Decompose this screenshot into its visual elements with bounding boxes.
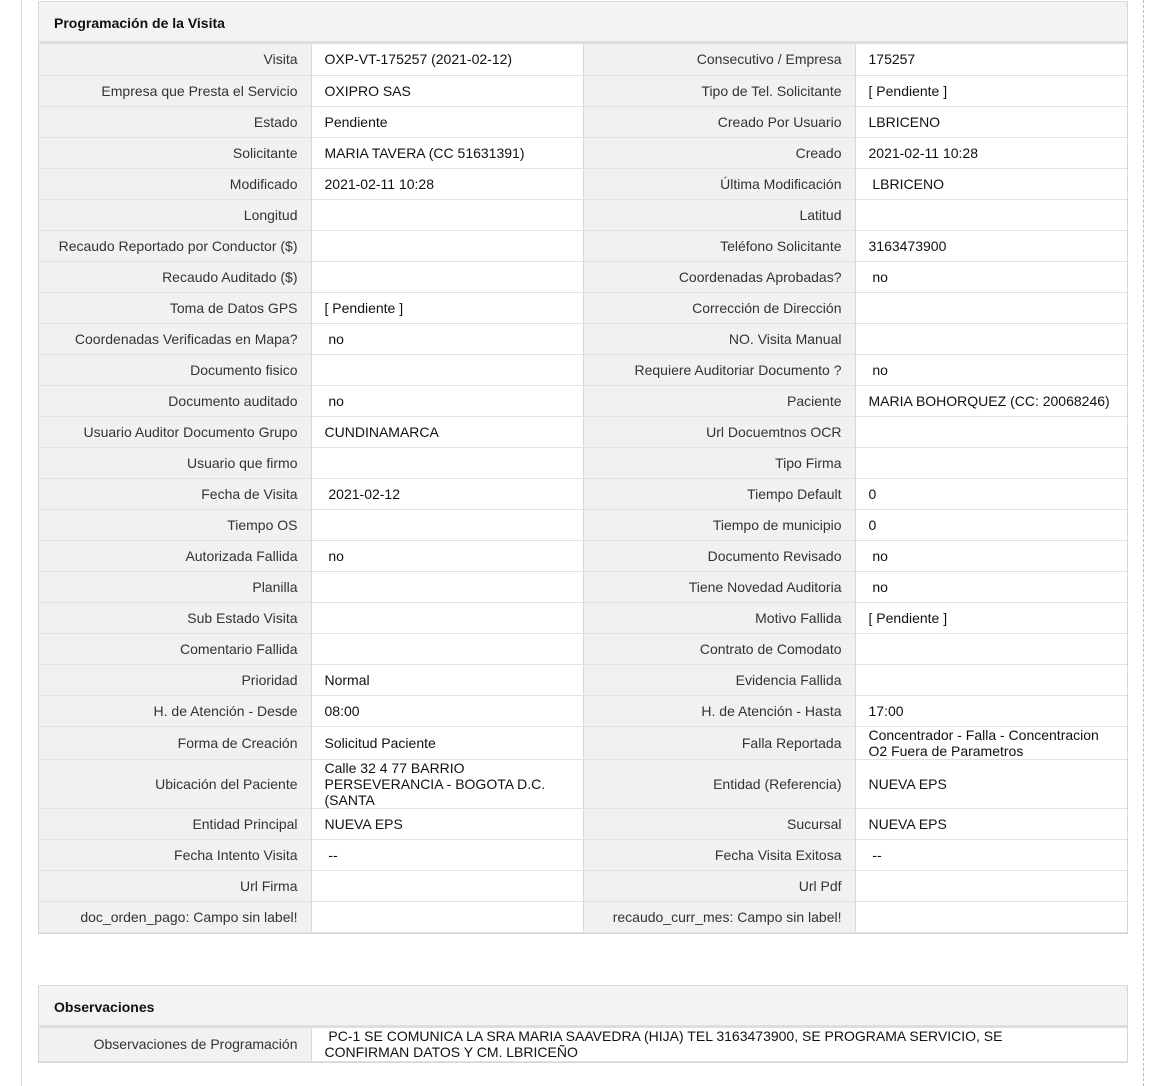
field-value: 2021-02-12 [311, 478, 583, 509]
field-value [855, 323, 1127, 354]
field-label: Entidad Principal [39, 808, 311, 839]
table-row [39, 540, 1127, 571]
field-value [311, 261, 583, 292]
field-label: Modificado [39, 168, 311, 199]
field-value: LBRICENO [855, 106, 1127, 137]
field-value: 3163473900 [855, 230, 1127, 261]
table-row [39, 726, 1127, 759]
field-label: Tiempo Default [583, 478, 855, 509]
field-label: Visita [39, 44, 311, 75]
field-label: Última Modificación [583, 168, 855, 199]
field-value [311, 230, 583, 261]
field-value: Calle 32 4 77 BARRIO PERSEVERANCIA - BOGOTA D.C. (SANTA [311, 759, 583, 808]
field-value [855, 292, 1127, 323]
field-label: Falla Reportada [583, 726, 855, 759]
field-value: Pendiente [311, 106, 583, 137]
field-label: Corrección de Dirección [583, 292, 855, 323]
field-value [855, 416, 1127, 447]
table-row [39, 870, 1127, 901]
field-label: Contrato de Comodato [583, 633, 855, 664]
field-label: Coordenadas Aprobadas? [583, 261, 855, 292]
field-value: MARIA TAVERA (CC 51631391) [311, 137, 583, 168]
field-value: OXIPRO SAS [311, 75, 583, 106]
observaciones-programacion-label: Observaciones de Programación [39, 1028, 311, 1061]
field-value [311, 571, 583, 602]
field-value: no [311, 323, 583, 354]
field-value: no [855, 571, 1127, 602]
field-value: MARIA BOHORQUEZ (CC: 20068246) [855, 385, 1127, 416]
field-label: Longitud [39, 199, 311, 230]
field-label: Ubicación del Paciente [39, 759, 311, 808]
field-label: Usuario Auditor Documento Grupo [39, 416, 311, 447]
field-value: no [311, 540, 583, 571]
field-value: 08:00 [311, 695, 583, 726]
table-row [39, 602, 1127, 633]
field-label: Usuario que firmo [39, 447, 311, 478]
table-row [39, 75, 1127, 106]
field-label: Url Firma [39, 870, 311, 901]
table-row [39, 901, 1127, 932]
table-row [39, 385, 1127, 416]
field-label: Evidencia Fallida [583, 664, 855, 695]
field-label: Recaudo Reportado por Conductor ($) [39, 230, 311, 261]
table-row [39, 571, 1127, 602]
field-label: Tipo Firma [583, 447, 855, 478]
field-value: [ Pendiente ] [311, 292, 583, 323]
table-row [39, 137, 1127, 168]
field-value: 0 [855, 509, 1127, 540]
field-label: Empresa que Presta el Servicio [39, 75, 311, 106]
field-value [311, 901, 583, 932]
field-label: NO. Visita Manual [583, 323, 855, 354]
field-value: [ Pendiente ] [855, 75, 1127, 106]
field-value [311, 509, 583, 540]
field-label: Toma de Datos GPS [39, 292, 311, 323]
field-label: Comentario Fallida [39, 633, 311, 664]
field-value: -- [311, 839, 583, 870]
field-label: Requiere Auditoriar Documento ? [583, 354, 855, 385]
field-label: Fecha de Visita [39, 478, 311, 509]
table-row [39, 199, 1127, 230]
field-label: Latitud [583, 199, 855, 230]
field-label: Autorizada Fallida [39, 540, 311, 571]
field-label: Sub Estado Visita [39, 602, 311, 633]
field-value: Normal [311, 664, 583, 695]
field-label: Entidad (Referencia) [583, 759, 855, 808]
field-value [855, 447, 1127, 478]
table-row [39, 808, 1127, 839]
field-label: Paciente [583, 385, 855, 416]
field-value: Concentrador - Falla - Concentracion O2 Fuera de Parametros [855, 726, 1127, 759]
observaciones-table [39, 1028, 1127, 1062]
table-row [39, 839, 1127, 870]
observaciones-title: Observaciones [39, 986, 1127, 1028]
observaciones-panel [38, 985, 1128, 1063]
field-label: Solicitante [39, 137, 311, 168]
field-value [311, 633, 583, 664]
field-value: no [311, 385, 583, 416]
field-label: Tiene Novedad Auditoria [583, 571, 855, 602]
table-row [39, 416, 1127, 447]
field-value: -- [855, 839, 1127, 870]
field-label: H. de Atención - Desde [39, 695, 311, 726]
observaciones-programacion-value: PC-1 SE COMUNICA LA SRA MARIA SAAVEDRA (HIJA) TEL 3163473900, SE PROGRAMA SERVICIO, SE CONFIRMAN DATOS Y CM. LBRICEÑO [311, 1028, 1127, 1061]
field-label: Creado [583, 137, 855, 168]
table-row [39, 44, 1127, 75]
field-label: Tiempo de municipio [583, 509, 855, 540]
table-row [39, 447, 1127, 478]
field-label: H. de Atención - Hasta [583, 695, 855, 726]
field-value: 2021-02-11 10:28 [311, 168, 583, 199]
field-value: 0 [855, 478, 1127, 509]
field-value [855, 870, 1127, 901]
field-label: Prioridad [39, 664, 311, 695]
table-row [39, 1028, 1127, 1061]
table-row [39, 633, 1127, 664]
field-label: doc_orden_pago: Campo sin label! [39, 901, 311, 932]
field-label: Tipo de Tel. Solicitante [583, 75, 855, 106]
field-label: Consecutivo / Empresa [583, 44, 855, 75]
field-value: 175257 [855, 44, 1127, 75]
field-label: recaudo_curr_mes: Campo sin label! [583, 901, 855, 932]
table-row [39, 323, 1127, 354]
field-value [311, 602, 583, 633]
field-label: Url Pdf [583, 870, 855, 901]
field-value [311, 199, 583, 230]
field-value: [ Pendiente ] [855, 602, 1127, 633]
programacion-table [39, 44, 1127, 933]
field-value: 2021-02-11 10:28 [855, 137, 1127, 168]
table-row [39, 354, 1127, 385]
table-row [39, 509, 1127, 540]
field-label: Teléfono Solicitante [583, 230, 855, 261]
field-label: Documento Revisado [583, 540, 855, 571]
field-label: Creado Por Usuario [583, 106, 855, 137]
field-value: CUNDINAMARCA [311, 416, 583, 447]
table-row [39, 230, 1127, 261]
field-value: 17:00 [855, 695, 1127, 726]
field-value [311, 447, 583, 478]
table-row [39, 292, 1127, 323]
field-label: Documento fisico [39, 354, 311, 385]
table-row [39, 478, 1127, 509]
field-value: NUEVA EPS [855, 808, 1127, 839]
right-dashed-rule [1143, 0, 1144, 1086]
field-value: no [855, 354, 1127, 385]
table-row [39, 168, 1127, 199]
field-label: Fecha Intento Visita [39, 839, 311, 870]
field-label: Documento auditado [39, 385, 311, 416]
field-label: Forma de Creación [39, 726, 311, 759]
field-value [855, 633, 1127, 664]
table-row [39, 261, 1127, 292]
field-label: Sucursal [583, 808, 855, 839]
field-label: Recaudo Auditado ($) [39, 261, 311, 292]
programacion-panel [38, 1, 1128, 934]
field-value [311, 354, 583, 385]
table-row [39, 664, 1127, 695]
field-value: LBRICENO [855, 168, 1127, 199]
table-row [39, 695, 1127, 726]
field-value: OXP-VT-175257 (2021-02-12) [311, 44, 583, 75]
field-value [855, 901, 1127, 932]
table-row [39, 106, 1127, 137]
field-value: Solicitud Paciente [311, 726, 583, 759]
field-label: Fecha Visita Exitosa [583, 839, 855, 870]
field-label: Coordenadas Verificadas en Mapa? [39, 323, 311, 354]
field-label: Motivo Fallida [583, 602, 855, 633]
field-value: no [855, 540, 1127, 571]
table-row [39, 759, 1127, 808]
field-value [855, 199, 1127, 230]
field-label: Tiempo OS [39, 509, 311, 540]
field-value: NUEVA EPS [311, 808, 583, 839]
field-value: NUEVA EPS [855, 759, 1127, 808]
field-label: Estado [39, 106, 311, 137]
field-value: no [855, 261, 1127, 292]
left-border-rule [21, 0, 22, 1086]
programacion-title: Programación de la Visita [39, 2, 1127, 44]
field-value [311, 870, 583, 901]
field-label: Planilla [39, 571, 311, 602]
field-value [855, 664, 1127, 695]
field-label: Url Docuemtnos OCR [583, 416, 855, 447]
